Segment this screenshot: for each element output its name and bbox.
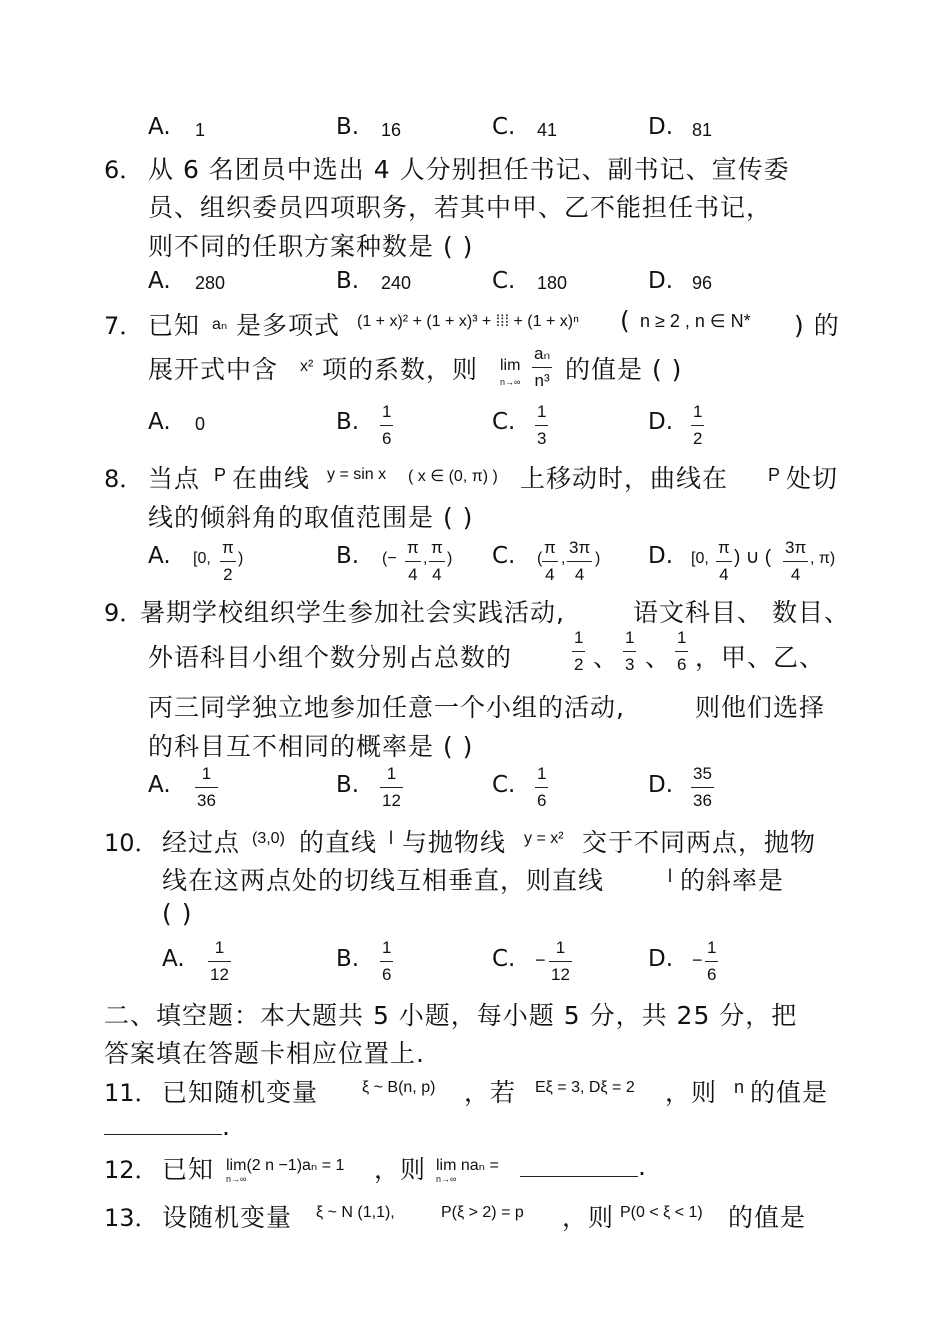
q9-line-1a: 暑期学校组织学生参加社会实践活动, — [140, 598, 565, 627]
q6-number: 6． — [104, 156, 144, 184]
numerator: 1 — [693, 402, 703, 421]
denominator: 4 — [719, 565, 729, 584]
q11-n: n — [734, 1077, 745, 1097]
q5-option-a-label: A. — [148, 114, 171, 140]
fraction-bar — [542, 561, 558, 562]
fraction-bar — [405, 561, 421, 562]
q7-line-2b: 项的系数，则 — [322, 355, 479, 384]
q7-option-d-fraction — [691, 402, 704, 449]
q13-line-1a: 设随机变量 — [162, 1203, 293, 1232]
q9-fraction-math — [623, 628, 636, 675]
section-2-line-2: 答案填在答题卡相应位置上. — [104, 1039, 425, 1068]
q12-line-1b: ，则 — [374, 1155, 427, 1184]
q7-x2: x² — [300, 358, 314, 375]
q8-option-c-mid: , — [561, 550, 566, 567]
q12-limit-2: lim naₙ = — [436, 1157, 499, 1174]
q11-line-1d: 的值是 — [750, 1078, 829, 1107]
q6-option-b-value: 240 — [381, 273, 412, 293]
q8-option-b-fraction-2 — [429, 538, 445, 585]
q11-line-1b: ，若 — [464, 1078, 517, 1107]
numerator: 3π — [785, 538, 807, 557]
q11-number: 11． — [104, 1079, 159, 1107]
denominator: 6 — [707, 965, 717, 984]
q8-option-b-pre: (− — [382, 550, 397, 567]
fraction-bar — [535, 425, 548, 426]
q9-line-4: 的科目互不相同的概率是 ( ) — [148, 732, 474, 761]
q12-end: . — [638, 1152, 647, 1181]
fraction-bar — [535, 787, 548, 788]
q7-cond-open: ( — [620, 306, 631, 335]
q6-line-2: 员、组织委员四项职务，若其中甲、乙不能担任书记， — [148, 193, 773, 222]
q9-option-d-fraction — [691, 764, 714, 811]
q8-option-a-fraction — [220, 538, 236, 585]
fraction-bar — [705, 961, 718, 962]
numerator: π — [431, 538, 443, 557]
q7-known: 已知 — [148, 311, 201, 340]
q12-limit-1: lim(2 n −1)aₙ = 1 — [226, 1157, 345, 1174]
fraction-bar — [691, 787, 714, 788]
q9-option-b-fraction — [380, 764, 403, 811]
q7-lim: lim — [500, 357, 521, 374]
q10-line-1d: 交于不同两点，抛物 — [582, 828, 817, 857]
q9-option-d-label: D. — [648, 772, 674, 798]
denominator: 12 — [382, 791, 401, 810]
denominator: 36 — [693, 791, 712, 810]
section-2-line-1: 二、填空题：本大题共 5 小题，每小题 5 分，共 25 分，把 — [104, 1001, 798, 1030]
numerator: 1 — [201, 764, 212, 783]
numerator: 1 — [214, 938, 225, 957]
q7-cond-close: ) 的 — [794, 311, 840, 340]
q10-option-a-label: A. — [162, 946, 185, 972]
q7-lim-numerator: aₙ — [534, 344, 551, 363]
denominator: 3 — [625, 655, 635, 674]
q9-option-a-label: A. — [148, 772, 171, 798]
q12-limit-1-sub: n→∞ — [226, 1174, 247, 1184]
fraction-bar — [220, 561, 236, 562]
numerator: 1 — [574, 628, 584, 647]
q9-line-1b: 语文科目、 数目、 — [633, 598, 850, 627]
q9-line-2b: ，甲、乙、 — [695, 643, 826, 672]
q7-option-a-label: A. — [148, 409, 171, 435]
q8-line-2: 线的倾斜角的取值范围是 ( ) — [148, 503, 474, 532]
q8-curve: y = sin x — [327, 466, 387, 483]
q7-line-2a: 展开式中含 — [148, 355, 279, 384]
q11-distribution: ξ ~ B(n, p) — [362, 1079, 436, 1096]
q13-probability: P(ξ > 2) = p — [441, 1204, 524, 1221]
q10-option-c-sign: − — [535, 950, 546, 970]
q10-point: (3,0) — [252, 830, 285, 847]
q8-point-p: P — [214, 465, 227, 485]
q7-polynomial: (1 + x)² + (1 + x)³ + ⁞⁞⁞ + (1 + x)ⁿ — [357, 313, 579, 330]
q10-line-2a: 线在这两点处的切线互相垂直，则直线 — [162, 866, 605, 895]
denominator: 6 — [677, 655, 687, 674]
q6-option-d-label: D. — [648, 268, 674, 294]
q8-option-c-label: C. — [492, 543, 516, 569]
q8-option-c-pre: ( — [537, 550, 543, 567]
numerator: π — [544, 538, 556, 557]
q8-option-b-fraction-1 — [405, 538, 421, 585]
fraction-bar — [532, 367, 552, 368]
q13-line-1c: 的值是 — [728, 1203, 807, 1232]
numerator: 1 — [537, 764, 547, 783]
q7-option-d-label: D. — [648, 409, 674, 435]
q8-option-c-fraction-2 — [567, 538, 592, 585]
q8-option-b-label: B. — [336, 543, 360, 569]
q7-option-b-fraction — [380, 402, 393, 449]
q10-line-1a: 经过点 — [162, 828, 241, 857]
q8-line-1c: 上移动时，曲线在 — [520, 464, 729, 493]
q12-answer-blank[interactable] — [520, 1152, 638, 1177]
q5-option-b-label: B. — [336, 114, 360, 140]
q13-number: 13． — [104, 1204, 159, 1232]
q7-option-b-label: B. — [336, 409, 360, 435]
fraction-bar — [691, 425, 704, 426]
q8-option-c-fraction-1 — [542, 538, 558, 585]
q9-separator-1: 、 — [593, 643, 620, 672]
numerator: π — [718, 538, 730, 557]
q11-line-1c: ，则 — [665, 1078, 718, 1107]
q10-option-b-label: B. — [336, 946, 360, 972]
fraction-bar — [783, 561, 808, 562]
q10-number: 10． — [104, 829, 159, 857]
q7-option-c-label: C. — [492, 409, 516, 435]
q13-line-1b: ，则 — [562, 1203, 615, 1232]
fraction-bar — [623, 651, 636, 652]
numerator: 1 — [625, 628, 635, 647]
q8-option-b-mid: , — [423, 550, 428, 567]
q9-option-b-label: B. — [336, 772, 360, 798]
q5-option-c-value: 41 — [537, 120, 558, 140]
q10-option-c-label: C. — [492, 946, 516, 972]
q10-line-l-2: l — [668, 866, 672, 886]
numerator: 1 — [677, 628, 687, 647]
q8-option-d-fraction-1 — [716, 538, 732, 585]
q12-limit-2-sub: n→∞ — [436, 1174, 457, 1184]
q6-line-3: 则不同的任职方案种数是 ( ) — [148, 232, 474, 261]
q8-option-a-label: A. — [148, 543, 171, 569]
q10-option-d-sign: − — [692, 950, 703, 970]
q6-option-d-value: 96 — [692, 273, 713, 293]
q12-line-1a: 已知 — [162, 1155, 215, 1184]
q8-option-d-pre: [0, — [691, 550, 709, 567]
q7-lim-denominator: n³ — [534, 371, 550, 390]
denominator: 4 — [432, 565, 442, 584]
q7-condition: n ≥ 2 , n ∈ N* — [640, 311, 751, 331]
numerator: 1 — [537, 402, 547, 421]
q7-number: 7． — [104, 312, 144, 340]
fraction-bar — [429, 561, 445, 562]
numerator: 1 — [555, 938, 566, 957]
numerator: 1 — [382, 938, 392, 957]
q7-an: aₙ — [212, 316, 228, 333]
denominator: 4 — [790, 565, 801, 584]
q10-option-b-fraction — [380, 938, 393, 985]
q9-fraction-foreign — [675, 628, 688, 675]
q8-line-1d: 处切 — [786, 464, 839, 493]
q7-option-a-value: 0 — [195, 414, 206, 434]
q5-option-d-label: D. — [648, 114, 674, 140]
denominator: 3 — [537, 429, 547, 448]
numerator: 1 — [382, 402, 392, 421]
q8-option-a-post: ) — [238, 550, 244, 567]
fraction-bar — [572, 651, 585, 652]
q5-option-c-label: C. — [492, 114, 516, 140]
q11-condition: Eξ = 3, Dξ = 2 — [535, 1079, 635, 1096]
q8-option-d-mid: ) ∪ ( — [734, 547, 772, 568]
denominator: 4 — [545, 565, 555, 584]
q13-target: P(0 < ξ < 1) — [620, 1204, 703, 1221]
q9-number: 9． — [104, 599, 144, 627]
q7-lim-fraction — [532, 344, 552, 391]
fraction-bar — [567, 561, 592, 562]
denominator: 12 — [210, 965, 229, 984]
q7-option-c-fraction — [535, 402, 548, 449]
numerator: π — [222, 538, 234, 557]
q10-option-d-fraction — [705, 938, 718, 985]
q6-option-a-value: 280 — [195, 273, 226, 293]
denominator: 4 — [408, 565, 418, 584]
q10-line-3: ( ) — [162, 899, 193, 928]
q11-line-1a: 已知随机变量 — [162, 1078, 319, 1107]
fraction-bar — [716, 561, 732, 562]
q9-fraction-chinese — [572, 628, 585, 675]
q9-line-2a: 外语科目小组个数分别占总数的 — [148, 643, 513, 672]
q6-option-a-label: A. — [148, 268, 171, 294]
q8-option-d-post: , π) — [810, 550, 836, 567]
numerator: 1 — [386, 764, 397, 783]
q10-line-1b: 的直线 — [299, 828, 378, 857]
q8-line-1a: 当点 — [148, 464, 201, 493]
fraction-bar — [208, 961, 231, 962]
q8-option-d-label: D. — [648, 543, 674, 569]
q10-option-a-fraction — [208, 938, 231, 985]
q8-option-d-fraction-2 — [783, 538, 808, 585]
q13-distribution: ξ ~ N (1,1), — [316, 1204, 395, 1221]
q8-number: 8． — [104, 465, 144, 493]
q10-line-l: l — [389, 828, 393, 848]
q6-line-1: 从 6 名团员中选出 4 人分别担任书记、副书记、宣传委 — [148, 155, 790, 184]
q11-end: . — [222, 1112, 231, 1141]
q5-option-a-value: 1 — [195, 120, 206, 140]
numerator: 1 — [707, 938, 717, 957]
q11-answer-blank[interactable] — [104, 1110, 222, 1135]
q7-line-2c: 的值是 ( ) — [565, 355, 683, 384]
q10-parabola: y = x² — [524, 830, 564, 847]
q5-option-d-value: 81 — [692, 120, 713, 140]
denominator: 4 — [574, 565, 585, 584]
q8-domain: ( x ∈ (0, π) ) — [408, 468, 498, 485]
numerator: 35 — [693, 764, 712, 783]
q9-option-c-fraction — [535, 764, 548, 811]
q6-option-c-value: 180 — [537, 273, 568, 293]
q8-point-p-2: P — [768, 465, 781, 485]
q10-line-2b: 的斜率是 — [680, 866, 785, 895]
denominator: 2 — [693, 429, 703, 448]
numerator: 3π — [569, 538, 591, 557]
q8-option-b-post: ) — [447, 550, 453, 567]
fraction-bar — [675, 651, 688, 652]
denominator: 6 — [537, 791, 547, 810]
fraction-bar — [549, 961, 572, 962]
q10-option-d-label: D. — [648, 946, 674, 972]
fraction-bar — [380, 425, 393, 426]
denominator: 2 — [574, 655, 584, 674]
q9-option-c-label: C. — [492, 772, 516, 798]
fraction-bar — [380, 787, 403, 788]
q8-option-c-post: ) — [595, 550, 601, 567]
q9-line-3b: 则他们选择 — [695, 693, 826, 722]
fraction-bar — [195, 787, 218, 788]
numerator: π — [407, 538, 419, 557]
denominator: 12 — [551, 965, 570, 984]
q9-separator-2: 、 — [645, 643, 672, 672]
q12-number: 12． — [104, 1156, 159, 1184]
q10-option-c-fraction — [549, 938, 572, 985]
fraction-bar — [380, 961, 393, 962]
q9-option-a-fraction — [195, 764, 218, 811]
q10-line-1c: 与抛物线 — [402, 828, 507, 857]
denominator: 6 — [382, 429, 392, 448]
denominator: 6 — [382, 965, 392, 984]
denominator: 36 — [197, 791, 216, 810]
denominator: 2 — [223, 565, 233, 584]
q8-line-1b: 在曲线 — [232, 464, 311, 493]
q8-option-a-pre: [0, — [193, 550, 211, 567]
q7-lim-sub: n→∞ — [500, 377, 521, 387]
q6-option-c-label: C. — [492, 268, 516, 294]
q6-option-b-label: B. — [336, 268, 360, 294]
q7-is-poly: 是多项式 — [236, 311, 341, 340]
q5-option-b-value: 16 — [381, 120, 402, 140]
q9-line-3a: 丙三同学独立地参加任意一个小组的活动, — [148, 693, 625, 722]
